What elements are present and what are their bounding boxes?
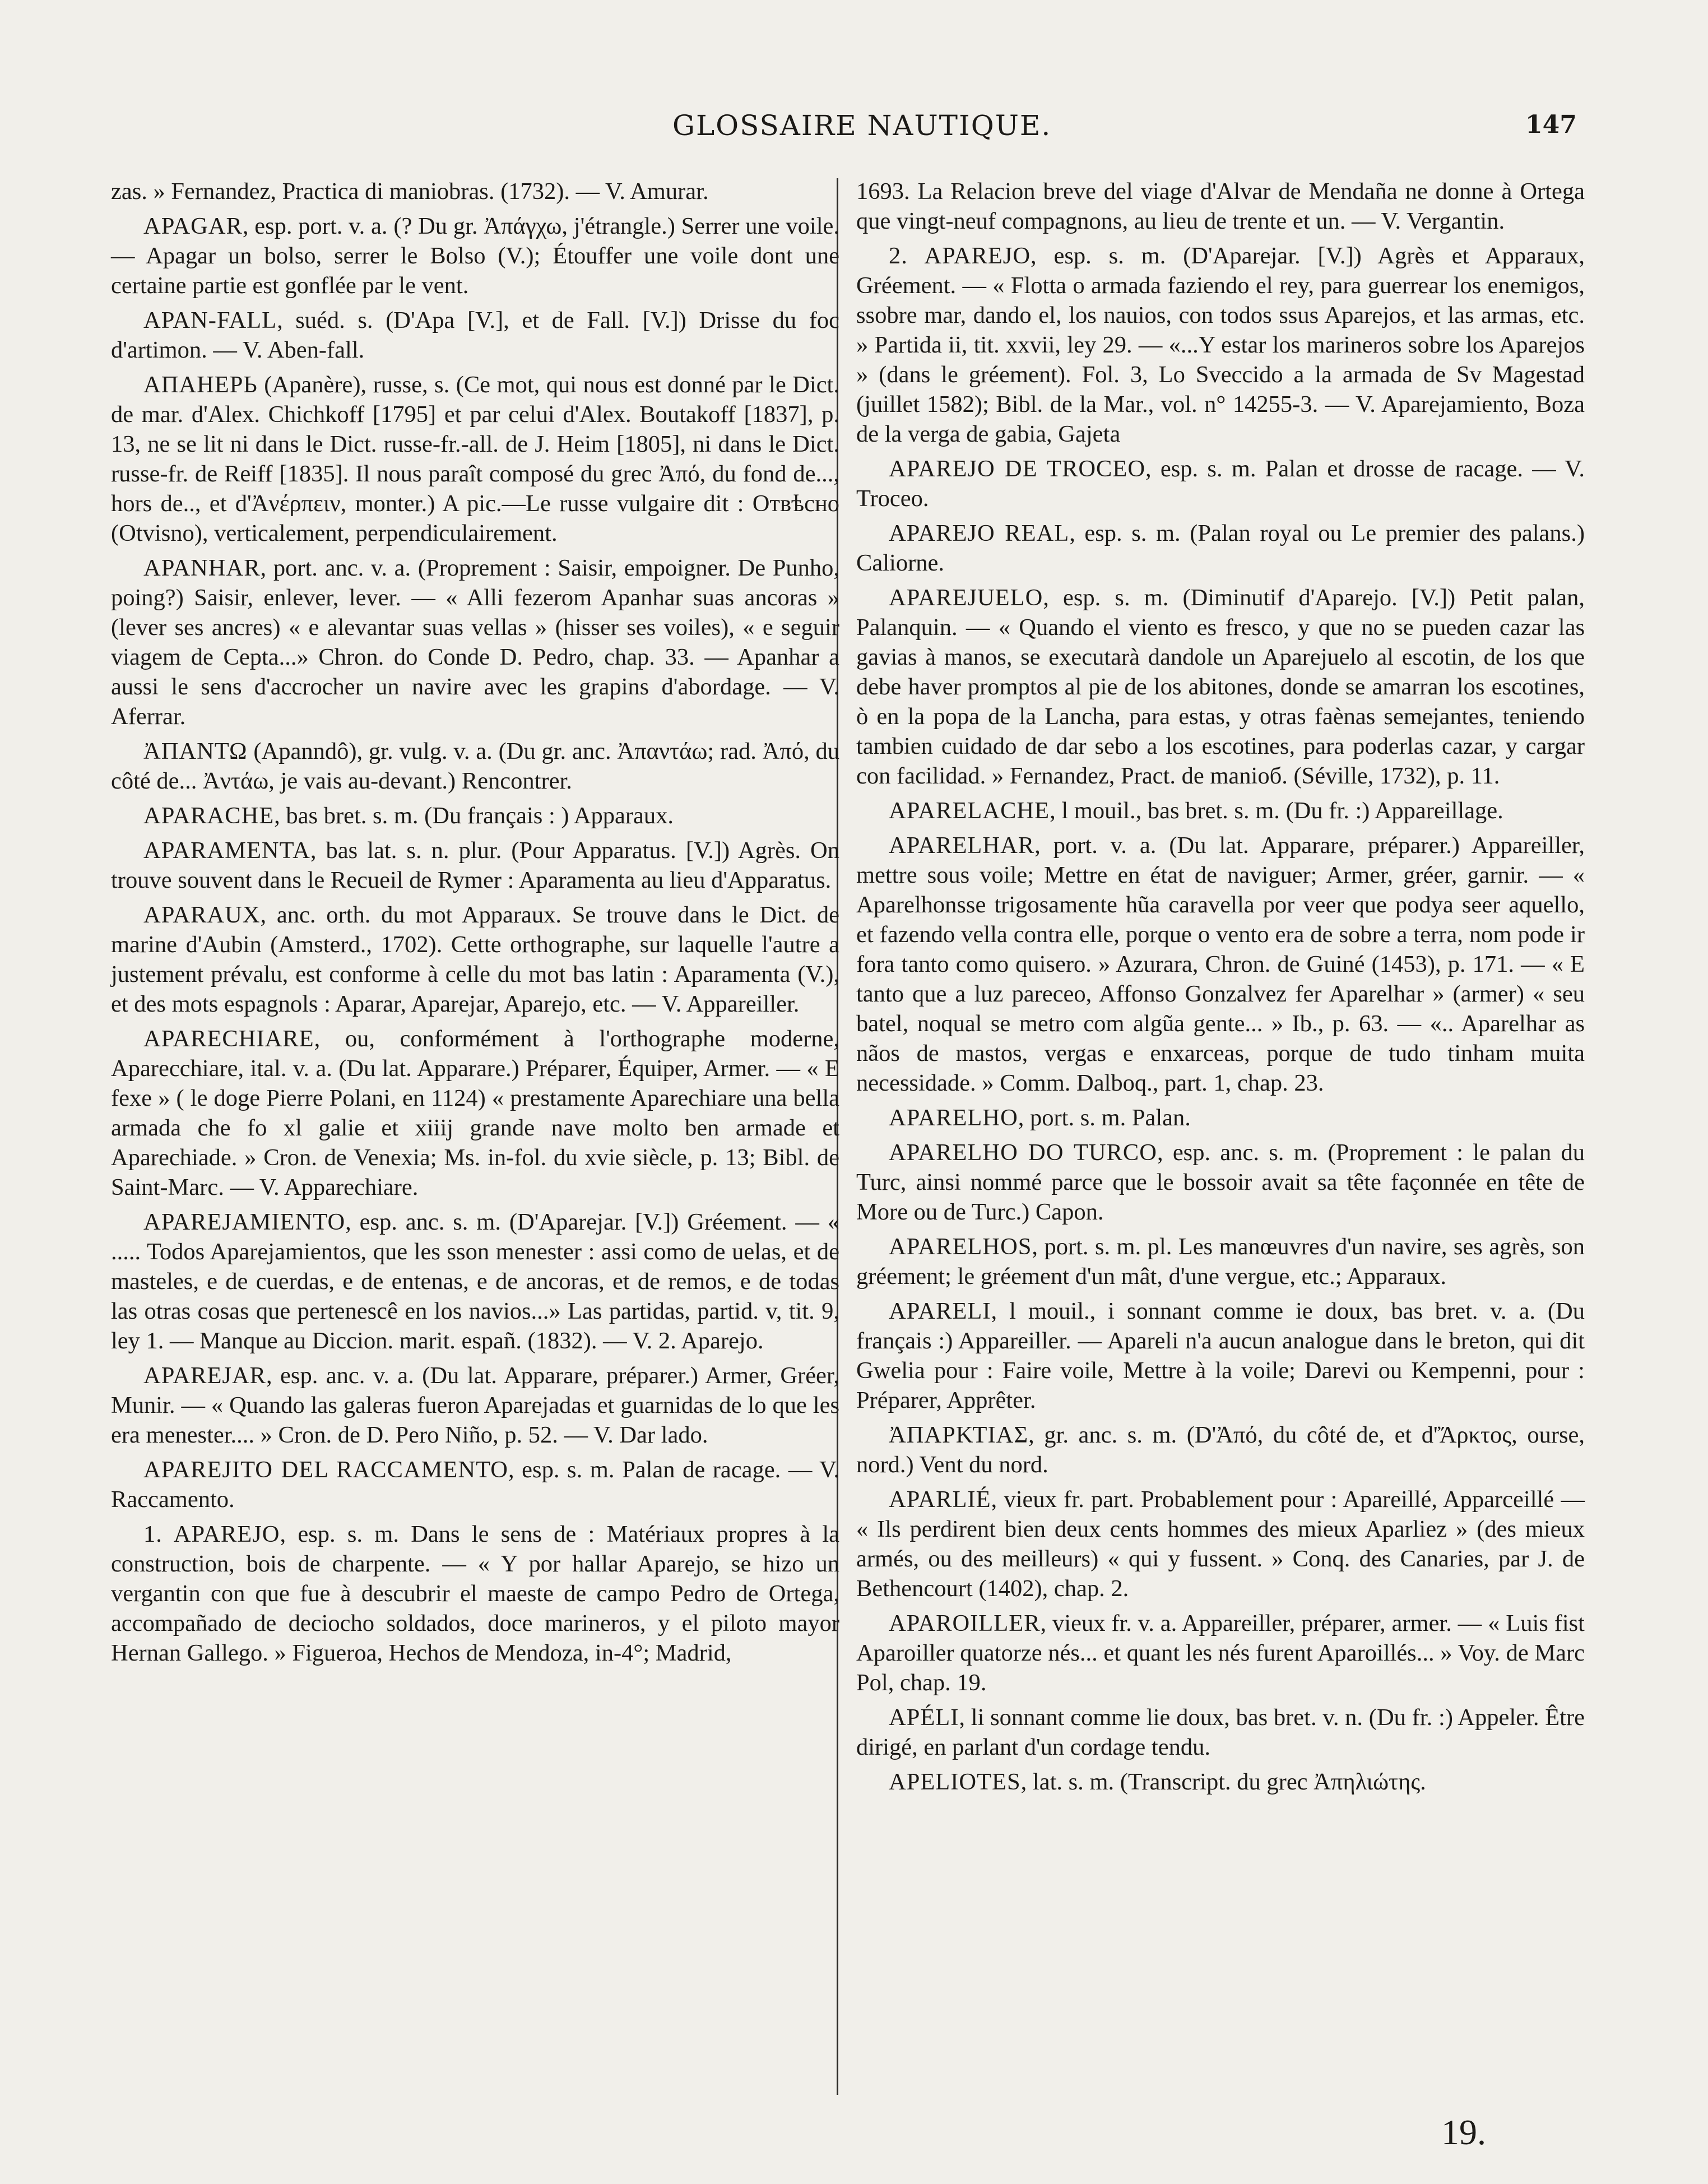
entry-definition: , esp. port. v. a. (? Du gr. Ἀπάγχω, j'étrangle.) Serrer une voile. — Apagar un bolso, serrer le Bolso (V.); Étouffer une voile dont une certaine partie est gonflée par le vent. [111,213,839,299]
left-column [111,177,839,1673]
glossary-entry [856,177,1585,236]
entry-headword: APARELACHE [889,797,1050,824]
glossary-entry [856,1138,1585,1227]
entry-headword: APAREJO DE TROCEO [889,456,1146,482]
glossary-entry [856,1767,1585,1797]
entry-headword: ἈΠΑΝΤΩ [143,738,248,764]
entry-definition: , vieux fr. part. Probablement pour : Apareillé, Apparceillé — « Ils perdirent bien deux cents hommes des mieux Aparliez » (des mieux armés, ou des meilleurs) « qui y fussent. » Conq. des Canaries, par J. de Bethencourt (1402), chap. 2. [856,1486,1585,1602]
glossary-entry [856,1608,1585,1698]
entry-definition: , esp. s. m. (Palan royal ou Le premier des palans.) Caliorne. [856,520,1585,576]
glossary-entry [111,1455,839,1514]
entry-headword: APAROILLER [889,1610,1041,1636]
right-column [856,177,1585,1802]
entry-definition: 1693. La Relacion breve del viage d'Alvar de Mendaña ne donne à Ortega que vingt-neuf compagnons, au lieu de trente et un. — V. Vergantin. [856,178,1585,234]
entry-definition: , suéd. s. (D'Apa [V.], et de Fall. [V.]) Drisse du foc d'artimon. — V. Aben-fall. [111,307,839,363]
entry-definition: , esp. anc. s. m. (Proprement : le palan du Turc, ainsi nommé parce que le bossoir avait sa tête façonnée en tête de More ou de Turc.) Capon. [856,1139,1585,1225]
entry-headword: APAN-FALL [143,307,277,333]
entry-definition: , l mouil., i sonnant comme ie doux, bas bret. v. a. (Du français :) Appareiller. — Apareli n'a aucun analogue dans le breton, qui dit Gwelia pour : Faire voile, Mettre à la voile; Darevi ou Kempenni, pour : Préparer, Apprêter. [856,1298,1585,1413]
entry-headword: APAREJAMIENTO [143,1209,346,1235]
glossary-entry [111,1024,839,1202]
page-number: 147 [1525,110,1577,139]
entry-definition: (Apanndô), gr. vulg. v. a. (Du gr. anc. Ἀπαντάω; rad. Ἀπό, du côté de... Ἀντάω, je vais au-devant.) Rencontrer. [111,738,839,794]
entry-definition: , vieux fr. v. a. Appareiller, préparer, armer. — « Luis fist Aparoiller quatorze nés... et quant les nés furent Aparoillés... » Voy. de Marc Pol, chap. 19. [856,1610,1585,1696]
glossary-entry [856,1296,1585,1415]
running-title: GLOSSAIRE NAUTIQUE. [672,109,1052,142]
glossary-entry [856,583,1585,791]
entry-definition: zas. » Fernandez, Practica di maniobras. (1732). — V. Amurar. [111,178,709,205]
entry-definition: , bas bret. s. m. (Du français : ) Apparaux. [274,803,674,829]
glossary-entry [111,211,839,300]
entry-definition: , port. anc. v. a. (Proprement : Saisir, empoigner. De Punho, poing?) Saisir, enlever, lever. — « Alli fezerom Apanhar suas ancoras » (lever ses ancres) « e alevantar suas vellas » (hisser ses voiles), « e seguir viagem de Cepta...» Chron. do Conde D. Pedro, chap. 33. — Apanhar a aussi le sens d'accrocher un navire avec les grapins d'abordage. — V. Aferrar. [111,555,839,730]
entry-headword: АПАНЕРЬ [143,372,258,398]
entry-definition: , esp. anc. s. m. (D'Aparejar. [V.]) Gréement. — « ..... Todos Aparejamientos, que les sson menester : assi como de uelas, et de masteles, e de cuerdas, e de entenas, e de ancoras, et de remos, e de todas las otras cosas que pertenescê en los navios...» Las partidas, partid. v, tit. 9, ley 1. — Manque au Diccion. marit. españ. (1832). — V. 2. Aparejo. [111,1209,839,1354]
entry-headword: APARELHOS [889,1234,1032,1260]
entry-definition: , gr. anc. s. m. (D'Ἀπό, du côté de, et d'Ἄρκτος, ourse, nord.) Vent du nord. [856,1422,1585,1478]
entry-headword: APARLIÉ [889,1486,991,1513]
glossary-entry [856,518,1585,578]
entry-headword: APARACHE [143,803,275,829]
entry-headword: ἈΠΑΡΚΤΙΑΣ [889,1422,1029,1448]
entry-definition: , port. v. a. (Du lat. Apparare, préparer.) Appareiller, mettre sous voile; Mettre en état de naviguer; Armer, gréer, garnir. — « Aparelhonsse trigosamente hũa caravella por veer que podya seer aquello, et fazendo vella contra elle, porque o vento era de sobre a terra, nom pode ir fora tanto como quisero. » Azurara, Chron. de Guiné (1453), p. 171. — « E tanto que a luz pareceo, Affonso Gonzalvez fer Aparelhar » (armer) « seu batel, noqual se metro com algũa gente... » Ib., p. 63. — «.. Aparelhar as nãos de mastos, vergas e enxarceas, porque de tudo tinham muita necessidade. » Comm. Dalboq., part. 1, chap. 23. [856,832,1585,1096]
glossary-entry [111,553,839,731]
entry-definition: , esp. s. m. Palan et drosse de racage. — V. Troceo. [856,456,1585,512]
entry-definition: (Apanère), russe, s. (Ce mot, qui nous est donné par le Dict. de mar. d'Alex. Chichkoff [1795] et par celui d'Alex. Boutakoff [1837], p. 13, ne se lit ni dans le Dict. russe-fr.-all. de J. Heim [1805], ni dans le Dict. russe-fr. de Reiff [1835]. Il nous paraît composé du grec Ἀπό, du fond de..., hors de.., et d'Ἀνέρπειν, monter.) A pic.—Le russe vulgaire dit : Отвѣсно (Otvisno), verticalement, perpendiculairement. [111,372,839,546]
entry-definition: , anc. orth. du mot Apparaux. Se trouve dans le Dict. de marine d'Aubin (Amsterd., 1702). Cette orthographe, sur laquelle l'autre a justement prévalu, est conforme à celle du mot bas latin : Aparamenta (V.), et des mots espagnols : Aparar, Aparejar, Aparejo, etc. — V. Appareiller. [111,902,839,1017]
glossary-entry [111,1519,839,1668]
glossary-entry [111,1207,839,1356]
glossary-entry [856,1703,1585,1762]
entry-definition: , esp. s. m. (D'Aparejar. [V.]) Agrès et Apparaux, Gréement. — « Flotta o armada faziendo el rey, para guerrear los enemigos, ssobre mar, dando el, los nauios, con todos ssus Aparejos, et las armas, etc. » Partida ii, tit. xxvii, ley 29. — «...Y estar los marineros sobre los Aparejos » (dans le gréement). Fol. 3, Lo Sveccido a la armada de Sv Magestad (juillet 1582); Bibl. de la Mar., vol. n° 14255-3. — V. Aparejamiento, Boza de la verga de gabia, Gajeta [856,243,1585,447]
glossary-entry [111,370,839,548]
entry-headword: APAREJUELO [889,585,1043,611]
entry-headword: APARELHAR [889,832,1035,859]
entry-definition: , l mouil., bas bret. s. m. (Du fr. :) Appareillage. [1050,797,1503,824]
glossary-entry [856,831,1585,1098]
entry-headword: APARELHO [889,1105,1018,1131]
glossary-entry [856,1103,1585,1133]
entry-headword: APANHAR [143,555,261,581]
entry-definition: , esp. anc. v. a. (Du lat. Apparare, préparer.) Armer, Gréer, Munir. — « Quando las galeras fueron Aparejadas et guarnidas de lo que les era menester.... » Cron. de D. Pero Niño, p. 52. — V. Dar lado. [111,1362,839,1448]
glossary-entry [111,836,839,895]
glossary-entry [856,1420,1585,1480]
glossary-entry [111,736,839,796]
entry-headword: APELIOTES [889,1769,1021,1795]
glossary-entry [856,1232,1585,1291]
entry-headword: APAGAR [143,213,243,239]
entry-definition: , port. s. m. Palan. [1018,1105,1191,1131]
entry-definition: , port. s. m. pl. Les manœuvres d'un navire, ses agrès, son gréement; le gréement d'un mât, d'une vergue, etc.; Apparaux. [856,1234,1585,1290]
page-header [0,109,1708,154]
entry-headword: APAREJAR [143,1362,267,1389]
glossary-entry [111,305,839,365]
entry-headword: APARAUX [143,902,261,928]
glossary-entry [111,1361,839,1450]
entry-headword: APAREJO REAL [889,520,1070,546]
entry-headword: 1. APAREJO [143,1521,280,1547]
entry-definition: , esp. s. m. Palan de racage. — V. Raccamento. [111,1457,839,1513]
entry-headword: APARELI [889,1298,991,1324]
entry-headword: APARELHO DO TURCO [889,1139,1157,1166]
entry-definition: , li sonnant comme lie doux, bas bret. v. n. (Du fr. :) Appeler. Être dirigé, en parlant d'un cordage tendu. [856,1704,1585,1760]
glossary-entry [111,177,839,206]
entry-headword: APAREJITO DEL RACCAMENTO [143,1457,508,1483]
glossary-entry [111,801,839,831]
entry-definition: , esp. s. m. (Diminutif d'Aparejo. [V.]) Petit palan, Palanquin. — « Quando el viento es fresco, y que no se pueden cazar las gavias à manos, se executarà dandole un Aparejuelo al escotin, de los que debe haver promptos al pie de los abitones, donde se amarran los escotines, ò en la popa de la Lancha, para estas, y otras faènas semejantes, teniendo tambien cuidado de dar sebo a los escotines, para poderlas cazar, y cargar con facilidad. » Fernandez, Pract. de manioб. (Séville, 1732), p. 11. [856,585,1585,789]
glossary-entry [856,454,1585,513]
glossary-entry [856,796,1585,826]
entry-headword: APARECHIARE [143,1026,314,1052]
entry-headword: APÉLI [889,1704,959,1731]
entry-definition: , bas lat. s. n. plur. (Pour Apparatus. [V.]) Agrès. On trouve souvent dans le Recueil de Rymer : Aparamenta au lieu d'Apparatus. [111,837,839,893]
glossary-entry [856,1485,1585,1603]
entry-definition: , ou, conformément à l'orthographe moderne, Aparecchiare, ital. v. a. (Du lat. Apparare.) Préparer, Équiper, Armer. — « E fexe » ( le doge Pierre Polani, en 1124) « prestamente Aparechiare una bella armada che fo xl galie et xiiij grande nave molto ben armade et Aparechiade. » Cron. de Venexia; Ms. in-fol. du xvie siècle, p. 13; Bibl. de Saint-Marc. — V. Apparechiare. [111,1026,839,1200]
entry-definition: , esp. s. m. Dans le sens de : Matériaux propres à la construction, bois de charpente. — « Y por hallar Aparejo, se hizo un vergantin con que fue à descubrir el maeste de campo Pedro de Ortega, accompañado de deciocho soldados, doce marineros, y el piloto mayor Hernan Gallego. » Figueroa, Hechos de Mendoza, in-4°; Madrid, [111,1521,839,1666]
signature-mark: 19. [1441,2112,1486,2152]
entry-definition: , lat. s. m. (Transcript. du grec Ἀπηλιώτης. [1020,1769,1426,1795]
glossary-entry [111,900,839,1019]
entry-headword: APARAMENTA [143,837,310,864]
entry-headword: 2. APAREJO [889,243,1031,269]
glossary-entry [856,241,1585,449]
